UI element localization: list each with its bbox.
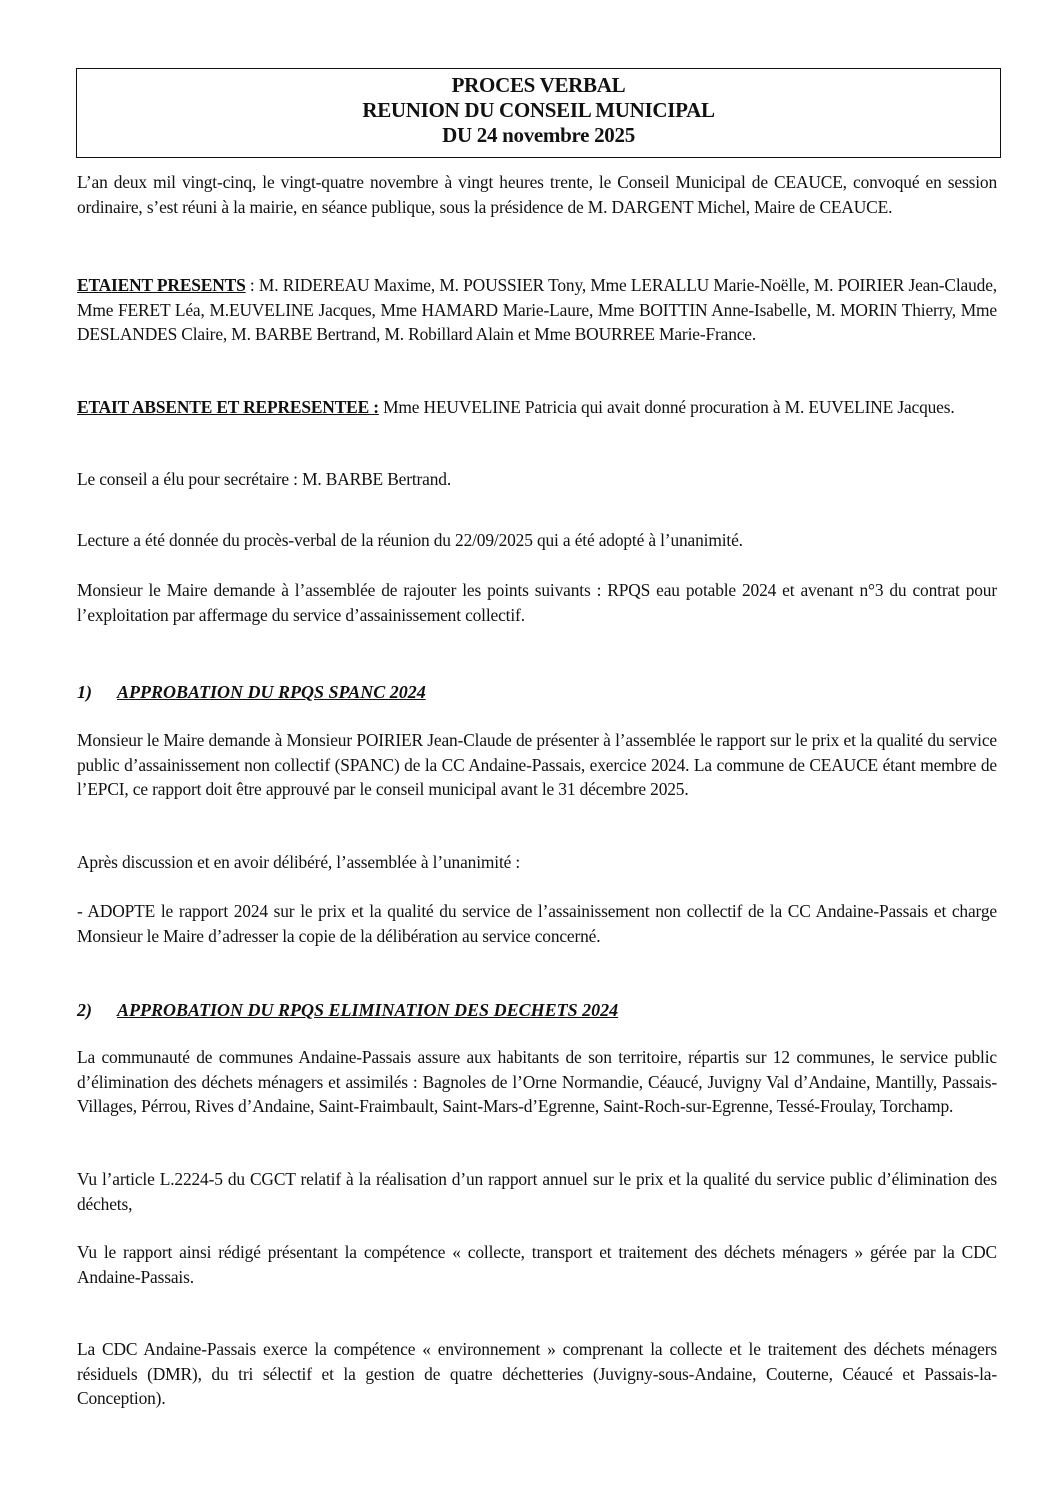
absent-paragraph (77, 395, 997, 420)
header-date: DU 24 novembre 2025 (442, 123, 635, 147)
presents-label: ETAIENT PRESENTS (77, 275, 246, 295)
additions-paragraph: Monsieur le Maire demande à l’assemblée de rajouter les points suivants : RPQS eau potable 2024 et avenant n°3 du contrat pour l’exploitation par affermage du service d’assainissement collectif. (77, 580, 997, 625)
document-header (76, 68, 1001, 158)
intro-paragraph: L’an deux mil vingt-cinq, le vingt-quatre novembre à vingt heures trente, le Conseil Municipal de CEAUCE, convoqué en session ordinaire, s’est réuni à la mairie, en séance publique, sous la présidence de M. DARGENT Michel, Maire de CEAUCE. (77, 172, 997, 217)
section-1-paragraph: Après discussion et en avoir délibéré, l’assemblée à l’unanimité : (77, 852, 521, 872)
section-2-paragraph: Vu le rapport ainsi rédigé présentant la compétence « collecte, transport et traitement des déchets ménagers » gérée par la CDC Andaine-Passais. (77, 1242, 997, 1287)
secretary-paragraph: Le conseil a élu pour secrétaire : M. BARBE Bertrand. (77, 469, 452, 489)
section-1-paragraph: - ADOPTE le rapport 2024 sur le prix et la qualité du service de l’assainissement non collectif de la CC Andaine-Passais et charge Monsieur le Maire d’adresser la copie de la délibération au service concerné. (77, 901, 997, 946)
section-1-heading: APPROBATION DU RPQS SPANC 2024 (117, 682, 426, 702)
header-title: PROCES VERBAL (451, 73, 626, 97)
section-2-title (77, 998, 618, 1022)
section-2-heading: APPROBATION DU RPQS ELIMINATION DES DECHETS 2024 (117, 1000, 619, 1020)
absent-label: ETAIT ABSENTE ET REPRESENTEE : (77, 397, 379, 417)
section-2-number: 2) (77, 1000, 92, 1020)
reading-paragraph: Lecture a été donnée du procès-verbal de la réunion du 22/09/2025 qui a été adopté à l’unanimité. (77, 530, 743, 550)
absent-text: Mme HEUVELINE Patricia qui avait donné procuration à M. EUVELINE Jacques. (378, 397, 955, 417)
section-1-title (77, 680, 426, 704)
presents-list: : M. RIDEREAU Maxime, M. POUSSIER Tony, Mme LERALLU Marie-Noëlle, M. POIRIER Jean-Claude, Mme FERET Léa, M.EUVELINE Jacques, Mme HAMARD Marie-Laure, Mme BOITTIN Anne-Isabelle, M. MORIN Thierry, Mme DESLANDES Claire, M. BARBE Bertrand, M. Robillard Alain et Mme BOURREE Marie-France. (77, 275, 997, 344)
header-subtitle: REUNION DU CONSEIL MUNICIPAL (362, 98, 715, 122)
section-1-number: 1) (77, 682, 92, 702)
presents-paragraph (77, 273, 997, 347)
section-2-paragraph: Vu l’article L.2224-5 du CGCT relatif à la réalisation d’un rapport annuel sur le prix et la qualité du service public d’élimination des déchets, (77, 1169, 997, 1214)
section-2-paragraph: La communauté de communes Andaine-Passais assure aux habitants de son territoire, répartis sur 12 communes, le service public d’élimination des déchets ménagers et assimilés : Bagnoles de l’Orne Normandie, Céaucé, Juvigny Val d’Andaine, Mantilly, Passais-Villages, Pérrou, Rives d’Andaine, Saint-Fraimbault, Saint-Mars-d’Egrenne, Saint-Roch-sur-Egrenne, Tessé-Froulay, Torchamp. (77, 1047, 997, 1116)
section-1-paragraph: Monsieur le Maire demande à Monsieur POIRIER Jean-Claude de présenter à l’assemblée le rapport sur le prix et la qualité du service public d’assainissement non collectif (SPANC) de la CC Andaine-Passais, exercice 2024. La commune de CEAUCE étant membre de l’EPCI, ce rapport doit être approuvé par le conseil municipal avant le 31 décembre 2025. (77, 730, 997, 799)
section-2-paragraph: La CDC Andaine-Passais exerce la compétence « environnement » comprenant la collecte et le traitement des déchets ménagers résiduels (DMR), du tri sélectif et la gestion de quatre déchetteries (Juvigny-sous-Andaine, Couterne, Céaucé et Passais-la-Conception). (77, 1339, 997, 1408)
